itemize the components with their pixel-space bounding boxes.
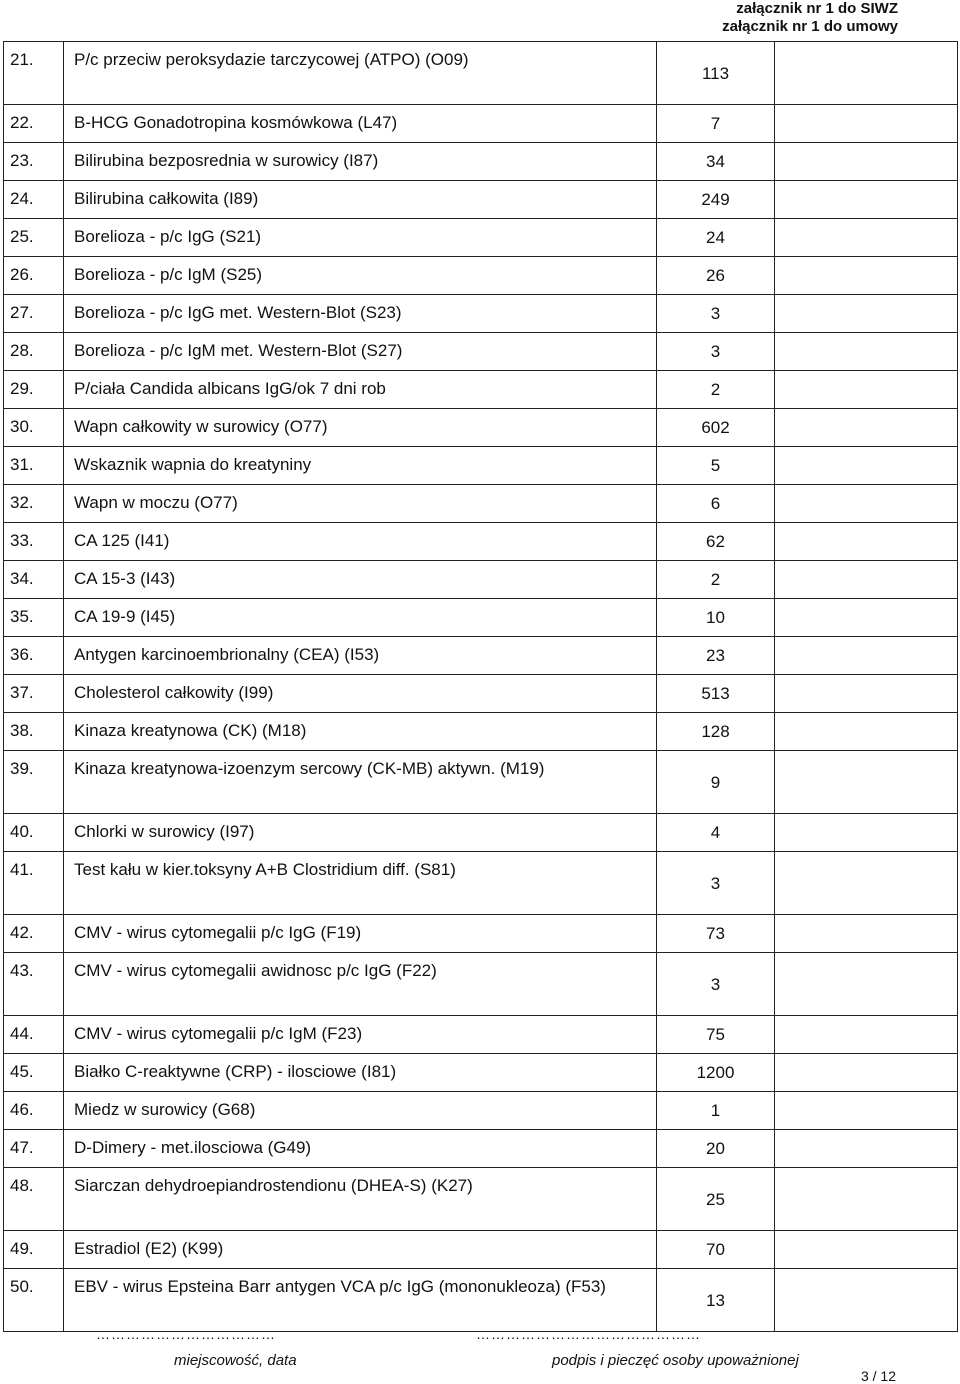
test-quantity: 249 [657,181,775,219]
test-name: Bilirubina bezposrednia w surowicy (I87) [64,143,657,181]
row-number: 50. [4,1269,64,1332]
test-quantity: 25 [657,1168,775,1231]
row-number: 38. [4,713,64,751]
date-dots: ……………………………… [96,1326,276,1342]
test-quantity: 5 [657,447,775,485]
table-row [4,561,958,599]
test-quantity: 23 [657,637,775,675]
price-cell [775,333,958,371]
test-name: CMV - wirus cytomegalii p/c IgG (F19) [64,915,657,953]
table-row [4,751,958,814]
price-cell [775,523,958,561]
row-number: 32. [4,485,64,523]
test-quantity: 24 [657,219,775,257]
row-number: 34. [4,561,64,599]
test-name: CA 15-3 (I43) [64,561,657,599]
price-cell [775,295,958,333]
test-name: Borelioza - p/c IgM (S25) [64,257,657,295]
row-number: 44. [4,1016,64,1054]
place-date-label: miejscowość, data [174,1352,297,1369]
table-row [4,42,958,105]
test-name: CMV - wirus cytomegalii awidnosc p/c IgG (F22) [64,953,657,1016]
table-row [4,814,958,852]
test-quantity: 513 [657,675,775,713]
test-name: Borelioza - p/c IgG met. Western-Blot (S23) [64,295,657,333]
row-number: 26. [4,257,64,295]
test-quantity: 20 [657,1130,775,1168]
price-cell [775,409,958,447]
table-row [4,409,958,447]
price-cell [775,675,958,713]
price-cell [775,953,958,1016]
test-quantity: 3 [657,953,775,1016]
row-number: 25. [4,219,64,257]
price-cell [775,181,958,219]
row-number: 24. [4,181,64,219]
test-quantity: 113 [657,42,775,105]
row-number: 35. [4,599,64,637]
price-cell [775,814,958,852]
tests-table-body [4,42,958,1332]
row-number: 39. [4,751,64,814]
table-row [4,1130,958,1168]
table-row [4,485,958,523]
test-quantity: 34 [657,143,775,181]
price-cell [775,599,958,637]
price-cell [775,637,958,675]
test-quantity: 26 [657,257,775,295]
price-cell [775,915,958,953]
table-row [4,257,958,295]
test-quantity: 13 [657,1269,775,1332]
table-row [4,1054,958,1092]
table-row [4,953,958,1016]
test-name: Estradiol (E2) (K99) [64,1231,657,1269]
table-row [4,713,958,751]
price-cell [775,1092,958,1130]
row-number: 23. [4,143,64,181]
test-name: Miedz w surowicy (G68) [64,1092,657,1130]
price-cell [775,713,958,751]
test-quantity: 3 [657,852,775,915]
price-cell [775,1130,958,1168]
table-row [4,637,958,675]
test-quantity: 3 [657,333,775,371]
table-row [4,599,958,637]
document-header [722,0,898,36]
test-quantity: 2 [657,371,775,409]
row-number: 37. [4,675,64,713]
signature-footer [0,1320,960,1384]
row-number: 33. [4,523,64,561]
test-name: Antygen karcinoembrionalny (CEA) (I53) [64,637,657,675]
table-row [4,371,958,409]
row-number: 36. [4,637,64,675]
price-cell [775,1054,958,1092]
price-cell [775,219,958,257]
price-cell [775,371,958,409]
test-name: Kinaza kreatynowa-izoenzym sercowy (CK-MB) aktywn. (M19) [64,751,657,814]
test-quantity: 3 [657,295,775,333]
test-quantity: 4 [657,814,775,852]
test-name: P/ciała Candida albicans IgG/ok 7 dni rob [64,371,657,409]
row-number: 42. [4,915,64,953]
price-cell [775,447,958,485]
test-name: Borelioza - p/c IgG (S21) [64,219,657,257]
test-quantity: 128 [657,713,775,751]
test-name: Siarczan dehydroepiandrostendionu (DHEA-S) (K27) [64,1168,657,1231]
header-umowa: załącznik nr 1 do umowy [722,18,898,35]
test-quantity: 75 [657,1016,775,1054]
test-quantity: 62 [657,523,775,561]
price-cell [775,1231,958,1269]
table-row [4,675,958,713]
row-number: 22. [4,105,64,143]
price-cell [775,105,958,143]
test-name: Kinaza kreatynowa (CK) (M18) [64,713,657,751]
row-number: 47. [4,1130,64,1168]
price-cell [775,143,958,181]
test-name: Chlorki w surowicy (I97) [64,814,657,852]
price-cell [775,485,958,523]
row-number: 21. [4,42,64,105]
signature-dots: ……………………………………… [476,1326,701,1342]
test-name: CA 125 (I41) [64,523,657,561]
row-number: 49. [4,1231,64,1269]
table-row [4,852,958,915]
row-number: 27. [4,295,64,333]
test-name: Wskaznik wapnia do kreatyniny [64,447,657,485]
test-quantity: 10 [657,599,775,637]
table-row [4,523,958,561]
test-name: CMV - wirus cytomegalii p/c IgM (F23) [64,1016,657,1054]
test-quantity: 602 [657,409,775,447]
test-quantity: 1200 [657,1054,775,1092]
row-number: 45. [4,1054,64,1092]
page-number: 3 / 12 [860,1368,896,1384]
signature-label: podpis i pieczęć osoby upoważnionej [552,1352,799,1369]
table-row [4,333,958,371]
test-quantity: 9 [657,751,775,814]
test-name: Wapn całkowity w surowicy (O77) [64,409,657,447]
row-number: 30. [4,409,64,447]
test-name: Borelioza - p/c IgM met. Western-Blot (S27) [64,333,657,371]
row-number: 46. [4,1092,64,1130]
test-name: Test kału w kier.toksyny A+B Clostridium diff. (S81) [64,852,657,915]
row-number: 48. [4,1168,64,1231]
row-number: 31. [4,447,64,485]
test-quantity: 1 [657,1092,775,1130]
table-row [4,295,958,333]
price-cell [775,561,958,599]
test-quantity: 2 [657,561,775,599]
test-name: B-HCG Gonadotropina kosmówkowa (L47) [64,105,657,143]
test-quantity: 70 [657,1231,775,1269]
price-cell [775,852,958,915]
test-name: Cholesterol całkowity (I99) [64,675,657,713]
table-row [4,219,958,257]
test-name: Wapn w moczu (O77) [64,485,657,523]
table-row [4,1016,958,1054]
table-row [4,1231,958,1269]
price-cell [775,42,958,105]
test-name: Białko C-reaktywne (CRP) - ilosciowe (I81) [64,1054,657,1092]
test-name: P/c przeciw peroksydazie tarczycowej (ATPO) (O09) [64,42,657,105]
table-row [4,1168,958,1231]
test-quantity: 73 [657,915,775,953]
table-row [4,143,958,181]
test-name: EBV - wirus Epsteina Barr antygen VCA p/c IgG (mononukleoza) (F53) [64,1269,657,1332]
row-number: 41. [4,852,64,915]
table-row [4,447,958,485]
test-name: Bilirubina całkowita (I89) [64,181,657,219]
table-row [4,1092,958,1130]
row-number: 40. [4,814,64,852]
row-number: 29. [4,371,64,409]
table-row [4,181,958,219]
test-quantity: 7 [657,105,775,143]
test-name: D-Dimery - met.ilosciowa (G49) [64,1130,657,1168]
table-row [4,915,958,953]
row-number: 28. [4,333,64,371]
price-cell [775,257,958,295]
header-siwz: załącznik nr 1 do SIWZ [736,0,898,17]
price-cell [775,1168,958,1231]
test-quantity: 6 [657,485,775,523]
table-row [4,105,958,143]
row-number: 43. [4,953,64,1016]
price-cell [775,1016,958,1054]
test-name: CA 19-9 (I45) [64,599,657,637]
tests-table [3,41,958,1332]
price-cell [775,751,958,814]
